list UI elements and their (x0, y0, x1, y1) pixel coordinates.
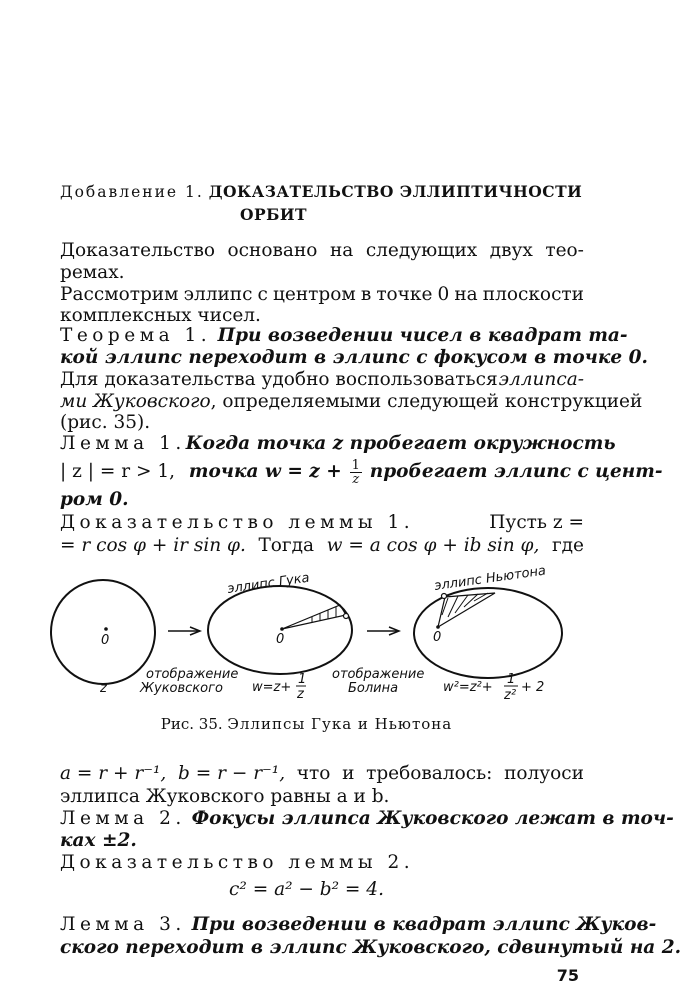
lemma-1-line-1 (60, 433, 616, 455)
map1-frac-num: 1 (298, 672, 307, 687)
theorem-1-label: Теорема 1. (60, 325, 212, 346)
proof-2-label: Доказательство леммы 2. (60, 852, 415, 873)
label-zero-1: 0 (101, 633, 110, 648)
appendix-label: Добавление 1. (60, 183, 204, 201)
theorem-1-line-2: кой эллипс переходит в эллипс с фокусом в точке 0. (60, 347, 648, 368)
map1-frac-den: z (297, 687, 304, 702)
proof-2-line (60, 852, 584, 874)
appendix-title-line2: ОРБИТ (240, 205, 308, 224)
proof-1-label: Доказательство леммы 1. (60, 512, 415, 533)
newton-focus-dot (436, 625, 440, 629)
lemma-1-line-3: ром 0. (60, 489, 129, 510)
page-number: 75 (556, 966, 579, 985)
lemma-3-label: Лемма 3. (60, 914, 186, 935)
circle-z (51, 580, 155, 684)
lemma-2-line-1 (60, 808, 674, 830)
figure-35 (40, 563, 580, 707)
intro-line-2: ремах. (60, 262, 125, 283)
proof-1-line-2: = r cos φ + ir sin φ. Тогда w = a cos φ + ib sin φ, где (60, 535, 584, 556)
lemma-1-line-2: | z | = r > 1, точка w = z + $\frac{1}{z}$ пробегает эллипс с цент- (60, 457, 663, 487)
label-hooke-ellipse: эллипс Гука (226, 570, 311, 597)
lemma-3-text: При возведении в квадрат эллипс Жуков- (191, 914, 657, 935)
map2-frac-num: 1 (507, 672, 516, 687)
semiaxes-line-1: a = r + r⁻¹, b = r − r⁻¹, что и требовалось: полуоси (60, 763, 584, 784)
label-zero-3: 0 (433, 630, 442, 645)
map2-line1: отображение (332, 667, 425, 682)
appendix-title-line2-wrap (240, 204, 440, 226)
zhuk-line-1: Для доказательства удобно воспользоваться эллипса- (60, 369, 584, 390)
proof-2-formula: c² = a² − b² = 4. (229, 879, 384, 900)
intro-line-4: комплексных чисел. (60, 305, 261, 326)
zhuk-line-2: ми Жуковского, определяемыми следующей конструкцией (60, 391, 643, 412)
hooke-point (344, 614, 349, 619)
proof-1-line-1: Доказательство леммы 1. Пусть z = (60, 512, 584, 533)
map1-line1: отображение (146, 667, 239, 682)
circle-center-dot (104, 627, 108, 631)
label-newton-ellipse: эллипс Ньютона (433, 563, 547, 594)
caption-text: Эллипсы Гука и Ньютона (227, 715, 453, 733)
figure-caption (0, 714, 613, 734)
map2-frac-den: z² (504, 688, 517, 703)
lemma-2-label: Лемма 2. (60, 808, 186, 829)
figure-35-drawing (40, 563, 580, 707)
lemma-1-fraction: $\frac{1}{z}$ (351, 457, 360, 487)
intro-line-3: Рассмотрим эллипс с центром в точке 0 на плоскости (60, 284, 584, 305)
appendix-heading (60, 181, 586, 203)
lemma-2-line-2: ках ±2. (60, 830, 137, 851)
appendix-title-line1: ДОКАЗАТЕЛЬСТВО ЭЛЛИПТИЧНОСТИ (208, 182, 583, 201)
hooke-center-dot (280, 627, 284, 631)
lemma-3-line-1 (60, 914, 657, 936)
lemma-1-text: Когда точка z пробегает окружность (185, 433, 616, 454)
lemma-1-label: Лемма 1. (60, 433, 186, 454)
map2-line2: Болина (348, 681, 399, 696)
theorem-1-line-1 (60, 325, 628, 347)
zhuk-line-3: (рис. 35). (60, 412, 151, 433)
caption-label: Рис. 35. (160, 715, 223, 733)
label-zero-2: 0 (276, 632, 285, 647)
newton-sector (438, 593, 495, 627)
intro-line-1: Доказательство основано на следующих двух тео- (60, 240, 584, 261)
map1-line2: Жуковского (140, 681, 223, 696)
semiaxes-line-2: эллипса Жуковского равны a и b. (60, 786, 390, 807)
map2-formula: w²=z²+ (443, 680, 493, 695)
lemma-3-line-2: ского переходит в эллипс Жуковского, сдвинутый на 2. (60, 937, 681, 958)
newton-point (442, 594, 447, 599)
label-z: z (100, 681, 107, 696)
theorem-1-text: При возведении чисел в квадрат та- (211, 325, 628, 346)
map1-formula: w=z+ (252, 680, 292, 695)
lemma-2-text: Фокусы эллипса Жуковского лежат в точ- (191, 808, 674, 829)
map2-tail: + 2 (521, 680, 545, 695)
ellipse-hooke (208, 586, 352, 674)
